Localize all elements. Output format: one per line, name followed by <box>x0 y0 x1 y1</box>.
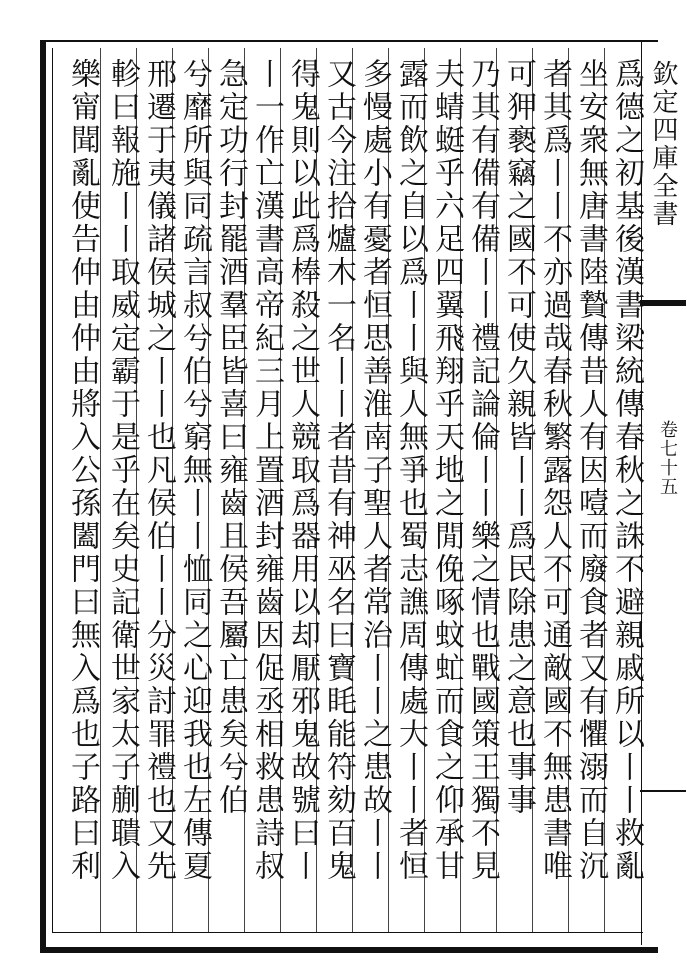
volume-number: 卷七十五 <box>657 420 678 496</box>
fish-tail-mark <box>640 300 686 306</box>
text-column-15: 軫曰報施丨丨取威定霸于是乎在矣史記衛世家太子蒯聵入 <box>105 58 140 883</box>
text-column-1: 爲德之初基後漢書梁統傳春秋之誅不避親戚所以丨丨救亂 <box>609 58 644 883</box>
margin-rule <box>640 790 686 792</box>
text-column-13: 兮靡所與同疏言叔兮伯兮窮無丨丨恤同之心迎我也左傳夏 <box>177 58 212 883</box>
text-column-2: 坐安衆無唐書陸贄傳昔人有因噎而廢食者又有懼溺而自沉 <box>573 58 608 883</box>
text-column-9: 又古今注拾爐木一名丨丨者昔有神巫名曰寶眊能符劾百鬼 <box>321 58 356 883</box>
text-column-6: 夫蜻蜓乎六足四翼飛翔乎天地之閒俛啄蚊虻而食之仰承甘 <box>429 58 464 883</box>
text-column-16: 樂甯聞亂使告仲由仲由將入公孫闔門曰無入爲也子路曰利 <box>65 58 100 883</box>
text-column-5: 乃其有備有備丨丨禮記論倫丨丨樂之情也戰國策王獨不見 <box>465 58 500 883</box>
text-column-12: 急定功行封罷酒羣臣皆喜曰雍齒且侯吾屬亡患矣兮伯 <box>213 58 248 817</box>
text-column-8: 多慢處小有憂者恒思善淮南子聖人者常治丨丨之患故丨丨 <box>357 58 392 883</box>
text-column-7: 露而飲之自以爲丨丨與人無爭也蜀志譙周傳處大丨丨者恒 <box>393 58 428 883</box>
text-column-10: 得鬼則以此爲棒殺之世人競取爲器用以却厭邪鬼故號曰丨 <box>285 58 320 883</box>
book-title: 欽定四庫全書 <box>648 60 678 228</box>
text-column-11: 丨一作亡漢書高帝紀三月上置酒封雍齒因促丞相救患詩叔 <box>249 58 284 883</box>
text-column-4: 可狎褻竊之國不可使久親皆丨丨爲民除患之意也事事 <box>501 58 536 817</box>
text-column-14: 邢遷于夷儀諸侯城之丨丨也凡侯伯丨丨分災討罪禮也又先 <box>141 58 176 883</box>
text-column-3: 者其爲丨丨不亦過哉春秋繁露怨人不可通敵國不無患書唯 <box>537 58 572 883</box>
